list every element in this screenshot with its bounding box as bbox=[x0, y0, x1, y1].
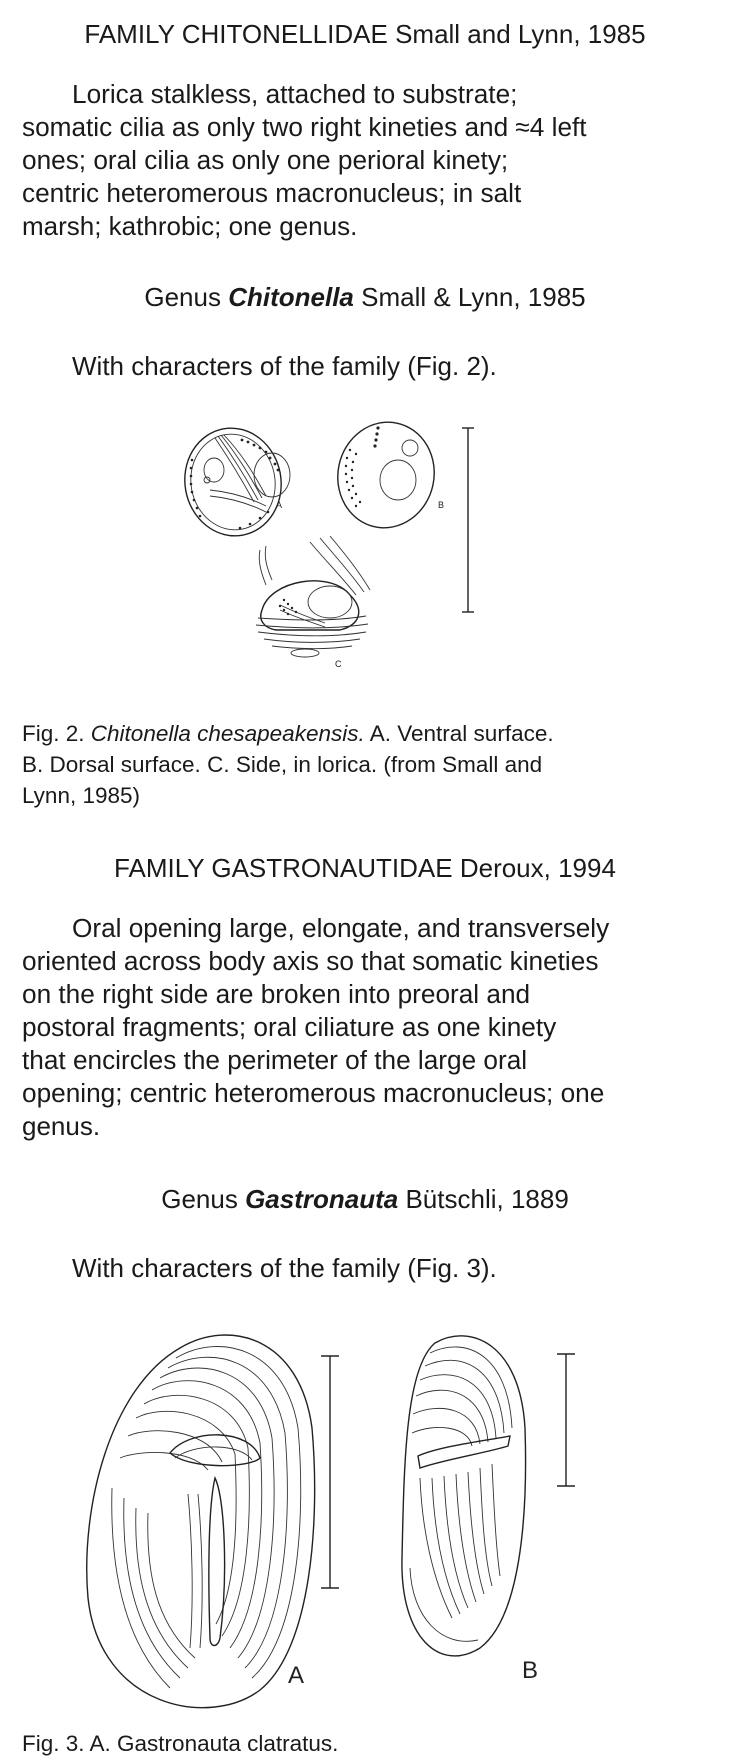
fig3-caption: Fig. 3. A. Gastronauta clatratus. bbox=[22, 1731, 339, 1756]
desc-line: opening; centric heteromerous macronucleus; one bbox=[22, 1078, 605, 1108]
fig3-scale-bar-a bbox=[321, 1356, 339, 1588]
family-author: Small and Lynn, 1985 bbox=[395, 19, 646, 49]
caption-rest: A. Ventral surface. bbox=[369, 721, 554, 746]
fig3-label-a: A bbox=[288, 1662, 305, 1689]
genus-gastronauta-heading bbox=[0, 1183, 730, 1216]
genus-chitonella-text: With characters of the family (Fig. 2). bbox=[72, 351, 497, 381]
desc-line: somatic cilia as only two right kineties and ≈4 left bbox=[22, 112, 587, 142]
figure-2 bbox=[180, 420, 560, 715]
genus-name: Gastronauta bbox=[245, 1184, 399, 1214]
caption-line: B. Dorsal surface. C. Side, in lorica. (from Small and bbox=[22, 752, 543, 777]
desc-line: genus. bbox=[22, 1111, 101, 1141]
genus-prefix: Genus bbox=[161, 1184, 238, 1214]
family-gastronautidae-heading bbox=[0, 852, 730, 885]
desc-line: marsh; kathrobic; one genus. bbox=[22, 211, 358, 241]
family-name: FAMILY GASTRONAUTIDAE bbox=[114, 853, 453, 883]
fig2-label-b: B bbox=[438, 500, 445, 510]
family-author: Deroux, 1994 bbox=[459, 853, 616, 883]
figure-3 bbox=[80, 1318, 680, 1718]
fig2-label-c: C bbox=[335, 659, 342, 669]
caption-line: Lynn, 1985) bbox=[22, 783, 141, 808]
caption-species: Chitonella chesapeakensis. bbox=[90, 721, 365, 746]
fig2-drawing-a bbox=[180, 420, 290, 543]
genus-chitonella-heading bbox=[0, 281, 730, 314]
fig3-drawing-a bbox=[87, 1335, 315, 1708]
desc-line: postoral fragments; oral ciliature as one kinety bbox=[22, 1012, 557, 1042]
desc-line: on the right side are broken into preoral and bbox=[22, 979, 531, 1009]
family-name: FAMILY CHITONELLIDAE bbox=[84, 19, 388, 49]
desc-line: oriented across body axis so that somatic kineties bbox=[22, 946, 599, 976]
genus-author: Bütschli, 1889 bbox=[405, 1184, 569, 1214]
caption-prefix: Fig. 2. bbox=[22, 721, 85, 746]
fig3-scale-bar-b bbox=[557, 1354, 575, 1486]
fig3-label-b: B bbox=[522, 1657, 539, 1684]
desc-line: Lorica stalkless, attached to substrate; bbox=[72, 79, 518, 109]
genus-author: Small & Lynn, 1985 bbox=[361, 282, 586, 312]
desc-line: ones; oral cilia as only one perioral kinety; bbox=[22, 145, 509, 175]
fig3-drawing-b bbox=[402, 1336, 538, 1684]
genus-prefix: Genus bbox=[144, 282, 221, 312]
fig2-label-a: A bbox=[276, 500, 283, 510]
genus-gastronauta-text: With characters of the family (Fig. 3). bbox=[72, 1253, 497, 1283]
fig2-scale-bar bbox=[462, 428, 474, 612]
fig2-drawing-b bbox=[328, 420, 444, 537]
genus-name: Chitonella bbox=[228, 282, 354, 312]
family-chitonellidae-heading bbox=[0, 18, 730, 51]
desc-line: that encircles the perimeter of the large oral bbox=[22, 1045, 528, 1075]
fig2-drawing-c bbox=[256, 536, 370, 669]
desc-line: Oral opening large, elongate, and transversely bbox=[72, 913, 610, 943]
desc-line: centric heteromerous macronucleus; in salt bbox=[22, 178, 522, 208]
